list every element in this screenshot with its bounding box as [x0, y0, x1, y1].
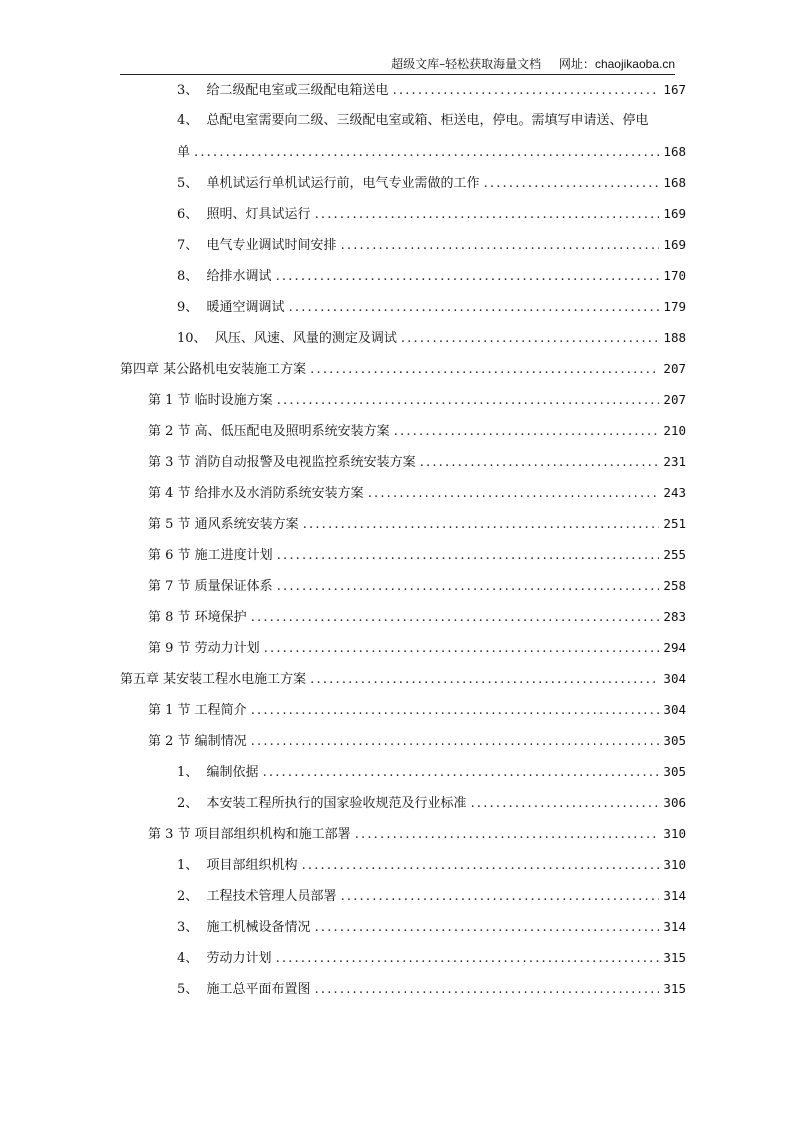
toc-entry-page: 255 [663, 547, 686, 562]
toc-entry-title: 某公路机电安装施工方案 [163, 362, 307, 377]
toc-leader-dots [368, 485, 660, 503]
toc-entry-page: 283 [663, 609, 686, 624]
toc-leader-dots [302, 857, 660, 875]
toc-entry-page: 310 [663, 826, 686, 841]
toc-leader-dots [484, 175, 660, 193]
toc-leader-dots [315, 981, 660, 999]
toc-entry-page: 251 [663, 516, 686, 531]
toc-entry[interactable] [177, 267, 686, 285]
toc-entry-number: 第四章 [120, 362, 164, 377]
toc-entry-number: 第 9 节 [148, 641, 195, 656]
toc-entry-page: 207 [663, 361, 686, 376]
toc-entry-page: 306 [663, 795, 686, 810]
toc-entry[interactable] [148, 453, 686, 471]
toc-entry-title: 劳动力计划 [206, 951, 272, 966]
toc-entry-number: 第五章 [120, 672, 164, 687]
toc-leader-dots [264, 640, 660, 658]
toc-entry-title: 某安装工程水电施工方案 [163, 672, 307, 687]
toc-entry-title: 暖通空调调试 [206, 300, 285, 315]
toc-entry[interactable] [120, 670, 686, 688]
toc-entry[interactable] [120, 360, 686, 378]
toc-entry-number: 8、 [177, 269, 207, 284]
toc-entry-page: 304 [663, 671, 686, 686]
toc-entry-page: 210 [663, 423, 686, 438]
toc-entry-title: 项目部组织机构和施工部署 [194, 827, 351, 842]
toc-entry-page: 314 [663, 919, 686, 934]
toc-entry-number: 2、 [177, 796, 207, 811]
toc-leader-dots [341, 888, 660, 906]
toc-entry-title: 施工进度计划 [194, 548, 273, 563]
toc-entry-title: 工程技术管理人员部署 [206, 889, 337, 904]
toc-entry-title: 施工总平面布置图 [206, 982, 311, 997]
toc-entry-page: 169 [663, 237, 686, 252]
toc-entry-number: 第 1 节 [148, 703, 195, 718]
toc-entry-number: 9、 [177, 300, 207, 315]
toc-leader-dots [310, 671, 659, 689]
toc-entry-title: 环境保护 [194, 610, 247, 625]
toc-entry-title: 给排水调试 [206, 269, 272, 284]
toc-leader-dots [277, 578, 660, 596]
toc-entry[interactable] [177, 112, 686, 130]
toc-leader-dots [401, 330, 660, 348]
toc-entry-title: 质量保证体系 [194, 579, 273, 594]
toc-entry[interactable] [148, 701, 686, 719]
toc-entry-title: 编制情况 [194, 734, 247, 749]
toc-entry-number: 4、 [177, 951, 207, 966]
toc-entry[interactable] [148, 484, 686, 502]
toc-entry[interactable] [148, 546, 686, 564]
toc-entry-page: 168 [663, 144, 686, 159]
toc-entry-page: 207 [663, 392, 686, 407]
toc-entry-page: 167 [663, 82, 686, 97]
toc-leader-dots [315, 206, 660, 224]
toc-entry-title: 单机试运行单机试运行前，电气专业需做的工作 [206, 176, 480, 191]
toc-entry-title-continued: 单 [177, 145, 191, 160]
toc-entry-title: 编制依据 [206, 765, 259, 780]
toc-leader-dots [276, 268, 660, 286]
toc-entry-page: 315 [663, 981, 686, 996]
toc-entry-page: 304 [663, 702, 686, 717]
toc-leader-dots [277, 547, 660, 565]
toc-leader-dots [251, 702, 660, 720]
toc-entry[interactable] [148, 422, 686, 440]
toc-leader-dots [194, 144, 659, 162]
toc-entry-title: 高、低压配电及照明系统安装方案 [194, 424, 390, 439]
toc-entry-title: 总配电室需要向二级、三级配电室或箱、柜送电，停电。需填写申请送、停电 [206, 113, 649, 128]
toc-leader-dots [471, 795, 660, 813]
toc-leader-dots [277, 392, 660, 410]
toc-entry[interactable] [177, 298, 686, 316]
toc-entry-number: 5、 [177, 176, 207, 191]
toc-entry[interactable] [177, 205, 686, 223]
toc-leader-dots [303, 516, 660, 534]
toc-entry[interactable] [177, 763, 686, 781]
toc-entry-number: 3、 [177, 83, 207, 98]
page-header [120, 56, 675, 75]
toc-entry-title: 电气专业调试时间安排 [206, 238, 337, 253]
toc-entry[interactable] [148, 577, 686, 595]
toc-leader-dots [393, 82, 660, 100]
toc-entry-number: 10、 [177, 331, 215, 346]
toc-leader-dots [315, 919, 660, 937]
toc-entry[interactable] [177, 794, 686, 812]
toc-entry-title: 照明、灯具试运行 [206, 207, 311, 222]
toc-entry-number: 5、 [177, 982, 207, 997]
toc-entry[interactable] [177, 918, 686, 936]
toc-entry-title: 临时设施方案 [194, 393, 273, 408]
toc-entry-title: 给二级配电室或三级配电箱送电 [206, 83, 389, 98]
toc-entry-number: 第 3 节 [148, 827, 195, 842]
toc-entry-page: 243 [663, 485, 686, 500]
toc-entry[interactable] [177, 81, 686, 99]
toc-entry-number: 第 6 节 [148, 548, 195, 563]
toc-leader-dots [251, 609, 660, 627]
toc-entry[interactable] [148, 732, 686, 750]
toc-entry-page: 315 [663, 950, 686, 965]
toc-entry-number: 第 8 节 [148, 610, 195, 625]
toc-entry-number: 7、 [177, 238, 207, 253]
toc-leader-dots [289, 299, 660, 317]
toc-entry-page: 168 [663, 175, 686, 190]
toc-entry-title: 本安装工程所执行的国家验收规范及行业标准 [206, 796, 467, 811]
toc-entry-number: 1、 [177, 765, 207, 780]
toc-entry[interactable] [177, 236, 686, 254]
toc-leader-dots [341, 237, 660, 255]
toc-entry-title: 劳动力计划 [194, 641, 260, 656]
toc-entry-page: 169 [663, 206, 686, 221]
toc-entry-page: 258 [663, 578, 686, 593]
toc-entry-number: 第 5 节 [148, 517, 195, 532]
toc-entry-number: 6、 [177, 207, 207, 222]
toc-leader-dots [355, 826, 660, 844]
toc-entry[interactable] [177, 856, 686, 874]
toc-entry[interactable] [177, 949, 686, 967]
toc-entry[interactable] [148, 391, 686, 409]
toc-entry-number: 第 2 节 [148, 734, 195, 749]
toc-leader-dots [276, 950, 660, 968]
toc-entry-number: 第 1 节 [148, 393, 195, 408]
toc-entry-number: 4、 [177, 113, 207, 128]
toc-entry-title: 施工机械设备情况 [206, 920, 311, 935]
header-url: chaojikaoba.cn [594, 57, 675, 71]
toc-entry[interactable] [148, 515, 686, 533]
toc-entry-page: 314 [663, 888, 686, 903]
toc-entry-page: 179 [663, 299, 686, 314]
toc-entry-number: 第 3 节 [148, 455, 195, 470]
toc-entry-number: 2、 [177, 889, 207, 904]
toc-entry-continuation[interactable] [177, 143, 686, 161]
toc-entry-page: 170 [663, 268, 686, 283]
toc-entry-title: 消防自动报警及电视监控系统安装方案 [194, 455, 416, 470]
toc-entry-page: 231 [663, 454, 686, 469]
toc-leader-dots [263, 764, 660, 782]
toc-leader-dots [251, 733, 660, 751]
toc-entry[interactable] [177, 887, 686, 905]
toc-entry-number: 1、 [177, 858, 207, 873]
toc-entry-page: 188 [663, 330, 686, 345]
toc-entry-number: 3、 [177, 920, 207, 935]
toc-entry-title: 给排水及水消防系统安装方案 [194, 486, 364, 501]
toc-leader-dots [310, 361, 659, 379]
toc-entry[interactable] [148, 639, 686, 657]
toc-entry-page: 305 [663, 764, 686, 779]
toc-entry-title: 风压、风速、风量的测定及调试 [214, 331, 397, 346]
toc-entry-number: 第 4 节 [148, 486, 195, 501]
toc-entry-title: 通风系统安装方案 [194, 517, 299, 532]
header-site-name: 超级文库–轻松获取海量文档 [391, 57, 542, 71]
toc-entry-page: 294 [663, 640, 686, 655]
toc-entry-page: 310 [663, 857, 686, 872]
toc-entry-title: 项目部组织机构 [206, 858, 298, 873]
toc-entry[interactable] [148, 825, 686, 843]
header-url-label: 网址： [558, 57, 595, 71]
toc-entry-number: 第 7 节 [148, 579, 195, 594]
toc-entry-title: 工程简介 [194, 703, 247, 718]
toc-entry[interactable] [177, 329, 686, 347]
toc-leader-dots [394, 423, 660, 441]
toc-entry[interactable] [177, 174, 686, 192]
toc-entry[interactable] [177, 980, 686, 998]
toc-entry-number: 第 2 节 [148, 424, 195, 439]
toc-entry[interactable] [148, 608, 686, 626]
toc-entry-page: 305 [663, 733, 686, 748]
toc-leader-dots [420, 454, 660, 472]
